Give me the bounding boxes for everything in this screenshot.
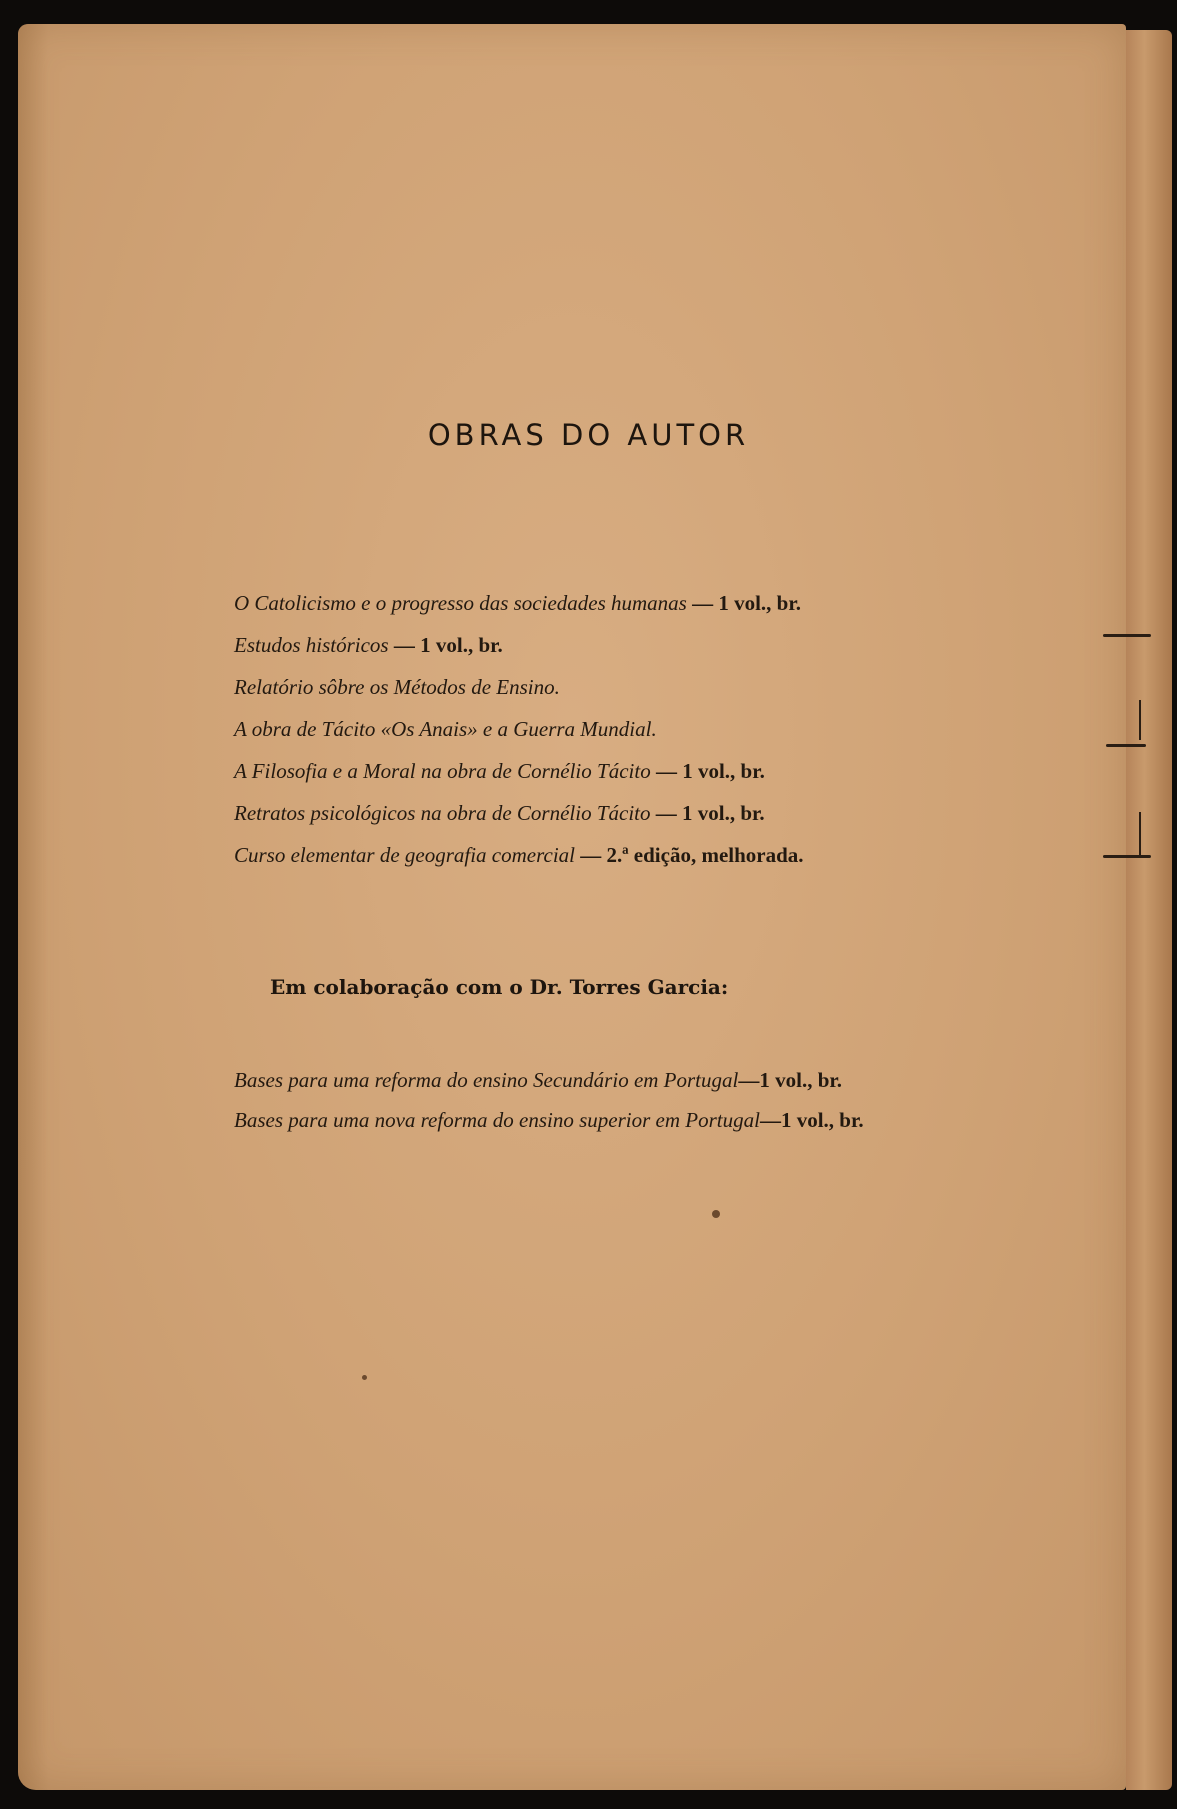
- paper-speck: [362, 1375, 367, 1380]
- paper-speck: [712, 1210, 720, 1218]
- list-item: [234, 843, 804, 885]
- list-item: [234, 717, 804, 759]
- page-edge-behind: [1126, 30, 1172, 1790]
- edge-mark: [1103, 855, 1151, 858]
- list-item: [234, 675, 804, 717]
- list-item: [234, 1108, 864, 1148]
- work-details: —1 vol., br.: [759, 1108, 864, 1132]
- edge-mark: [1139, 700, 1141, 740]
- list-item: [234, 801, 804, 843]
- work-title: Bases para uma reforma do ensino Secundário em Portugal: [234, 1068, 739, 1092]
- work-details: — 1 vol., br.: [686, 591, 802, 615]
- work-title: Estudos históricos: [234, 633, 389, 657]
- paper-sheet: [18, 24, 1126, 1790]
- work-details: — 2.ª edição, melhorada.: [575, 843, 804, 867]
- edge-mark: [1103, 634, 1151, 637]
- work-title: Bases para uma nova reforma do ensino superior em Portugal: [234, 1108, 760, 1132]
- edge-mark: [1139, 812, 1141, 856]
- work-details: — 1 vol., br.: [388, 633, 503, 657]
- work-title: O Catolicismo e o progresso das sociedades humanas: [234, 591, 687, 615]
- collaboration-works-list: [234, 1068, 864, 1148]
- list-item: [234, 1068, 864, 1108]
- work-details: — 1 vol., br.: [650, 801, 765, 825]
- work-title: A obra de Tácito «Os Anais» e a Guerra Mundial.: [234, 717, 657, 741]
- work-details: —1 vol., br.: [738, 1068, 843, 1092]
- work-details: — 1 vol., br.: [650, 759, 765, 783]
- work-title: Curso elementar de geografia comercial: [234, 843, 575, 867]
- edge-mark: [1106, 744, 1146, 747]
- work-title: Relatório sôbre os Métodos de Ensino.: [234, 675, 560, 699]
- list-item: [234, 591, 804, 633]
- work-title: A Filosofia e a Moral na obra de Cornélio Tácito: [234, 759, 651, 783]
- works-list: [234, 591, 804, 885]
- work-title: Retratos psicológicos na obra de Cornélio Tácito: [234, 801, 651, 825]
- list-item: [234, 759, 804, 801]
- collaboration-heading: Em colaboração com o Dr. Torres Garcia:: [270, 975, 729, 999]
- page-title: OBRAS DO AUTOR: [427, 418, 750, 452]
- list-item: [234, 633, 804, 675]
